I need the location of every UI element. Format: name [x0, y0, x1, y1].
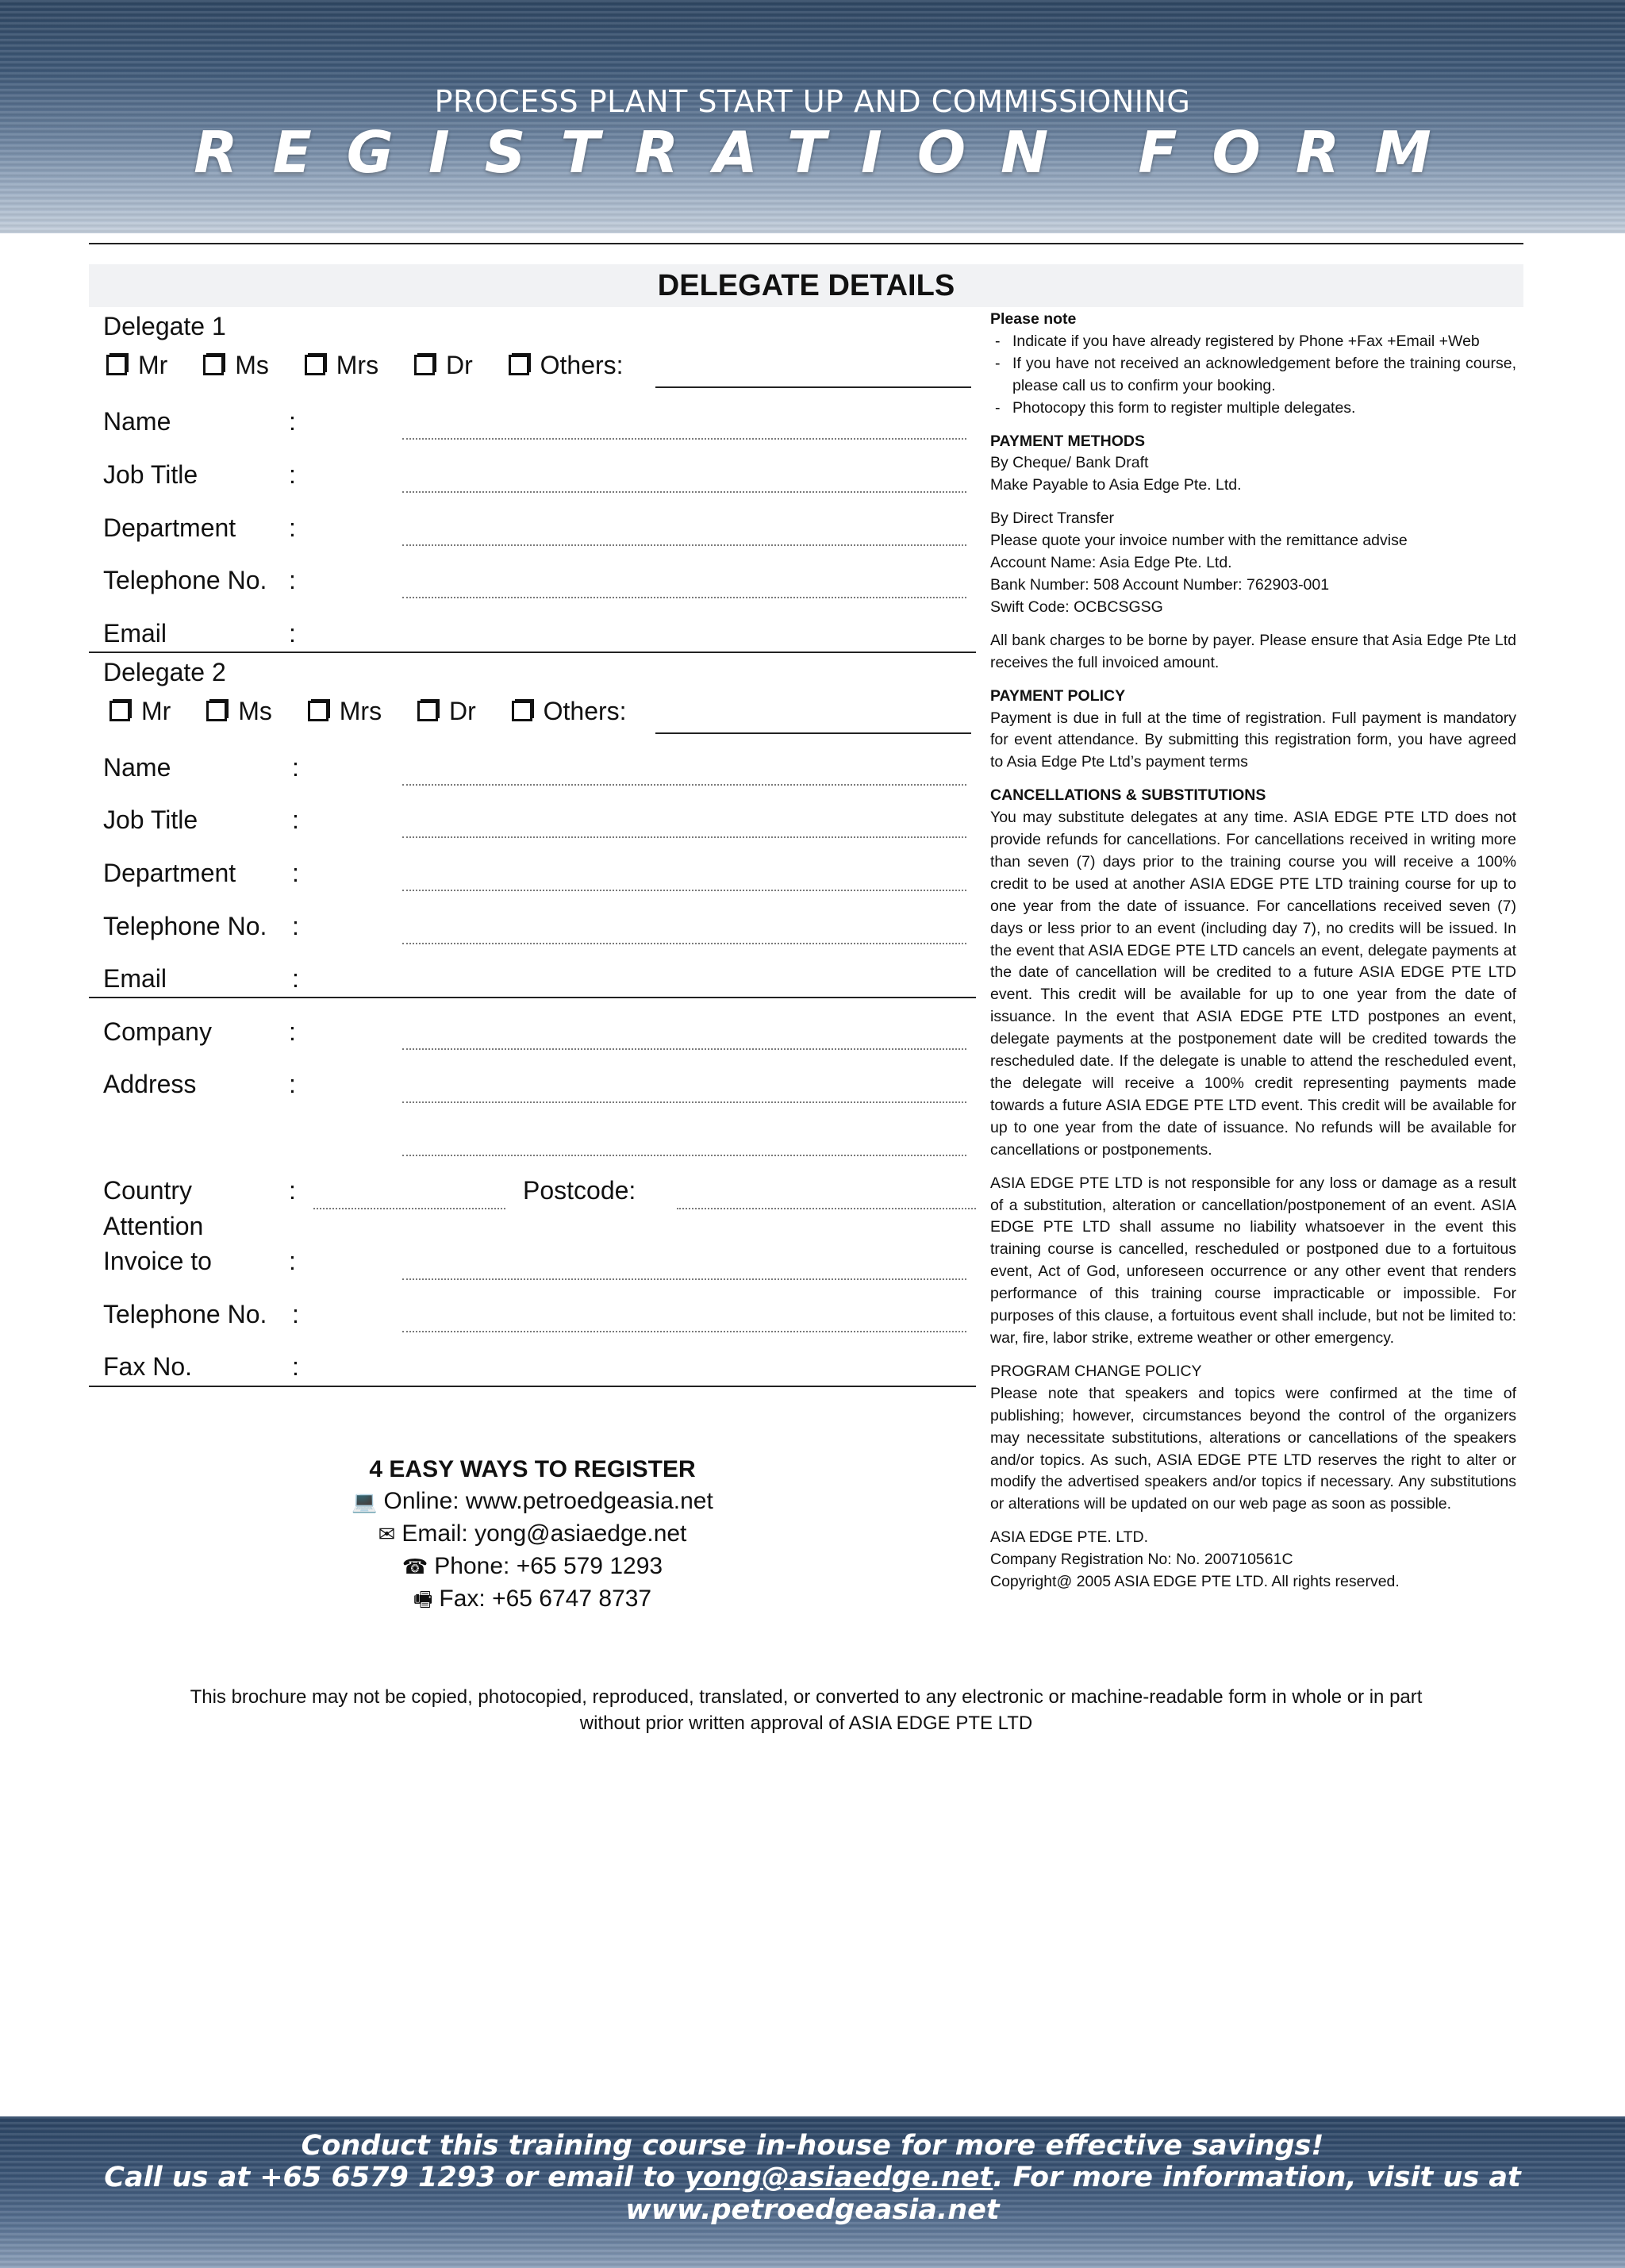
- colon: :: [289, 1247, 296, 1275]
- delegate-2-others-field[interactable]: [655, 732, 971, 734]
- title-ms-checkbox[interactable]: Ms: [206, 697, 272, 726]
- delegate-2-job-title-field[interactable]: [402, 836, 966, 838]
- delegate-2-telephone-label: Telephone No.: [103, 912, 267, 940]
- register-phone: ☎ Phone: +65 579 1293: [89, 1551, 976, 1583]
- fax-field[interactable]: [89, 1386, 976, 1387]
- attention-label: Attention: [103, 1212, 204, 1240]
- delegate-1-email-field[interactable]: [89, 652, 976, 653]
- colon: :: [289, 1176, 296, 1205]
- checkbox-icon: [106, 355, 127, 375]
- checkbox-icon: [414, 355, 435, 375]
- delegate-1-name-label: Name: [103, 407, 171, 436]
- delegate-2-department-field[interactable]: [402, 890, 966, 891]
- bank-charges-text: All bank charges to be borne by payer. Please ensure that Asia Edge Pte Ltd receives the full invoiced amount.: [990, 631, 1516, 671]
- delegate-1-job-title-label: Job Title: [103, 460, 198, 489]
- title-others-checkbox[interactable]: Others:: [509, 351, 624, 380]
- colon: :: [292, 753, 299, 782]
- register-email[interactable]: ✉ Email: yong@asiaedge.net: [89, 1518, 976, 1551]
- list-item: - Photocopy this form to register multiple delegates.: [990, 398, 1516, 420]
- cancellations-title: CANCELLATIONS & SUBSTITUTIONS: [990, 786, 1266, 805]
- country-label: Country: [103, 1176, 193, 1205]
- delegate-form: [89, 307, 976, 1394]
- terms-notes: [990, 309, 1516, 1593]
- delegate-1-telephone-field[interactable]: [402, 597, 966, 598]
- delegate-1-job-title-field[interactable]: [402, 491, 966, 493]
- company-telephone-label: Telephone No.: [103, 1300, 267, 1328]
- title-ms-checkbox[interactable]: Ms: [203, 351, 269, 380]
- company-registration: Company Registration No: No. 200710561C: [990, 1551, 1293, 1569]
- liability-text: ASIA EDGE PTE LTD is not responsible for any loss or damage as a result of a substitution, alteration or cancellation/postponement of an event. ASIA EDGE PTE LTD shall assume no liability whatsoever in the event this training course is cancelled, rescheduled or postponed due to a fortuitous event, Act of God, unforeseen occurrence or any other event that renders performance of this training course impracticable or impossible. For purposes of this clause, a fortuitous event shall include, but not be limited to: war, fire, labor strike, extreme weather or other emergency.: [990, 1174, 1516, 1347]
- title-dr-checkbox[interactable]: Dr: [417, 697, 476, 726]
- colon: :: [289, 566, 296, 594]
- title-others-checkbox[interactable]: Others:: [512, 697, 627, 726]
- colon: :: [292, 1352, 299, 1381]
- checkbox-icon: [206, 701, 227, 721]
- colon: :: [289, 619, 296, 648]
- section-title: DELEGATE DETAILS: [89, 264, 1523, 307]
- checkbox-icon: [512, 701, 532, 721]
- company-telephone-field[interactable]: [402, 1331, 966, 1332]
- delegate-2-job-title-label: Job Title: [103, 805, 198, 834]
- footer-inhouse-line: Conduct this training course in-house for more effective savings!: [301, 2130, 1324, 2162]
- footer-contact-line: Call us at +65 6579 1293 or email to yong@asiaedge.net. For more information, visit us at: [104, 2162, 1521, 2193]
- colon: :: [289, 513, 296, 542]
- program-change-title: PROGRAM CHANGE POLICY: [990, 1362, 1202, 1380]
- transfer-line: Account Name: Asia Edge Pte. Ltd.: [990, 554, 1232, 572]
- please-note-list: [990, 331, 1516, 420]
- checkbox-icon: [417, 701, 438, 721]
- program-change-text: Please note that speakers and topics were confirmed at the time of publishing; however, circumstances beyond the control of the organizers may necessitate substitutions, alterations or cancellations of the speakers and/or topics. As such, ASIA EDGE PTE LTD reserves the right to alter or modify the advertised speakers and/or topics if necessary. Any substitutions or alterations will be updated on our web page as soon as possible.: [990, 1384, 1516, 1513]
- title-dr-checkbox[interactable]: Dr: [414, 351, 473, 380]
- delegate-2-name-label: Name: [103, 753, 171, 782]
- company-name: ASIA EDGE PTE. LTD.: [990, 1528, 1149, 1547]
- delegate-1-telephone-label: Telephone No.: [103, 566, 267, 594]
- delegate-2-telephone-field[interactable]: [402, 943, 966, 944]
- address-field-line-2[interactable]: [402, 1155, 966, 1156]
- delegate-2-department-label: Department: [103, 859, 236, 887]
- list-item: - If you have not received an acknowledgement before the training course, please call us to confirm your booking.: [990, 353, 1516, 398]
- delegate-1-others-field[interactable]: [655, 386, 971, 388]
- colon: :: [292, 1300, 299, 1328]
- postcode-field[interactable]: [677, 1208, 976, 1209]
- payment-methods-title: PAYMENT METHODS: [990, 432, 1146, 450]
- colon: :: [289, 1017, 296, 1046]
- transfer-line: Swift Code: OCBCSGSG: [990, 598, 1163, 616]
- cheque-line: By Cheque/ Bank Draft: [990, 454, 1149, 472]
- company-copyright: Copyright@ 2005 ASIA EDGE PTE LTD. All rights reserved.: [990, 1573, 1400, 1591]
- delegate-2-email-field[interactable]: [89, 997, 976, 998]
- title-mr-checkbox[interactable]: Mr: [109, 697, 171, 726]
- footer-email-link[interactable]: yong@asiaedge.net: [685, 2162, 993, 2193]
- transfer-line: Bank Number: 508 Account Number: 762903-001: [990, 575, 1330, 594]
- delegate-1-heading: Delegate 1: [103, 312, 226, 340]
- header-subtitle: PROCESS PLANT START UP AND COMMISSIONING: [434, 84, 1191, 119]
- delegate-1-title-options: [106, 351, 652, 380]
- title-mrs-checkbox[interactable]: Mrs: [308, 697, 382, 726]
- list-item: - Indicate if you have already registered by Phone +Fax +Email +Web: [990, 331, 1516, 353]
- delegate-2-title-options: [109, 697, 655, 726]
- payment-policy-title: PAYMENT POLICY: [990, 686, 1126, 705]
- payment-policy-text: Payment is due in full at the time of registration. Full payment is mandatory for event attendance. By submitting this registration form, you have agreed to Asia Edge Pte Ltd’s payment terms: [990, 709, 1516, 771]
- register-title: 4 EASY WAYS TO REGISTER: [369, 1456, 696, 1482]
- colon: :: [289, 407, 296, 436]
- delegate-2-heading: Delegate 2: [103, 658, 226, 686]
- colon: :: [289, 1070, 296, 1098]
- envelope-icon: ✉: [378, 1523, 396, 1547]
- postcode-label: Postcode:: [523, 1176, 636, 1205]
- checkbox-icon: [509, 355, 529, 375]
- colon: :: [292, 964, 299, 993]
- transfer-line: By Direct Transfer: [990, 509, 1115, 528]
- delegate-2-name-field[interactable]: [402, 784, 966, 786]
- title-mr-checkbox[interactable]: Mr: [106, 351, 167, 380]
- delegate-2-email-label: Email: [103, 964, 167, 993]
- page-title: REGISTRATION FORM: [194, 119, 1466, 186]
- delegate-1-email-label: Email: [103, 619, 167, 648]
- register-fax: 🖷 Fax: +65 6747 8737: [89, 1583, 976, 1616]
- fax-label: Fax No.: [103, 1352, 193, 1381]
- checkbox-icon: [305, 355, 325, 375]
- checkbox-icon: [203, 355, 224, 375]
- computer-icon: 💻: [352, 1490, 378, 1514]
- delegate-1-department-label: Department: [103, 513, 236, 542]
- address-field-line-1[interactable]: [402, 1101, 966, 1103]
- please-note-title: Please note: [990, 310, 1077, 328]
- colon: :: [292, 859, 299, 887]
- transfer-line: Please quote your invoice number with the remittance advise: [990, 532, 1408, 550]
- colon: :: [292, 912, 299, 940]
- company-label: Company: [103, 1017, 212, 1046]
- footer-website-link[interactable]: www.petroedgeasia.net: [625, 2194, 1000, 2226]
- delegate-1-department-field[interactable]: [402, 544, 966, 546]
- checkbox-icon: [308, 701, 328, 721]
- delegate-1-name-field[interactable]: [402, 438, 966, 440]
- register-box: [89, 1454, 976, 1616]
- company-field[interactable]: [402, 1048, 966, 1050]
- top-rule: [89, 243, 1523, 244]
- country-field[interactable]: [313, 1208, 505, 1209]
- checkbox-icon: [109, 701, 130, 721]
- address-label: Address: [103, 1070, 197, 1098]
- telephone-icon: ☎: [401, 1555, 428, 1579]
- colon: :: [292, 805, 299, 834]
- attention-invoice-field[interactable]: [402, 1278, 966, 1280]
- cancellations-text: You may substitute delegates at any time. ASIA EDGE PTE LTD does not provide refunds for cancellations. For cancellations received in writing more than seven (7) days prior to the training course you will receive a 100% credit to be used at another ASIA EDGE PTE LTD training course for up to one year from the date of issuance. For cancellations received seven (7) days or less prior to an event (including day 7), no credits will be issued. In the event that ASIA EDGE PTE LTD cancels an event, delegate payments at the date of cancellation will be credited to a future ASIA EDGE PTE LTD event. This credit will be available for up to one year from the date of issuance. In the event that ASIA EDGE PTE LTD postpones an event, delegate payments at the postponement date will be credited towards the rescheduled date. If the delegate is unable to attend the rescheduled event, the delegate will receive a 100% credit representing payments made towards a future ASIA EDGE PTE LTD event. This credit will be available for up to one year from the date of issuance. No refunds will be available for cancellations or postponements.: [990, 809, 1516, 1159]
- header-banner: [0, 0, 1625, 233]
- invoice-to-label: Invoice to: [103, 1247, 212, 1275]
- title-mrs-checkbox[interactable]: Mrs: [305, 351, 378, 380]
- cheque-line: Make Payable to Asia Edge Pte. Ltd.: [990, 476, 1242, 494]
- copyright-notice: This brochure may not be copied, photocopied, reproduced, translated, or converted to any electronic or machine-readable form in whole or in part without prior written approval of ASIA EDGE PTE LTD: [190, 1686, 1423, 1734]
- colon: :: [289, 460, 296, 489]
- register-online[interactable]: 💻 Online: www.petroedgeasia.net: [89, 1486, 976, 1518]
- fax-icon: 🖷: [413, 1588, 433, 1612]
